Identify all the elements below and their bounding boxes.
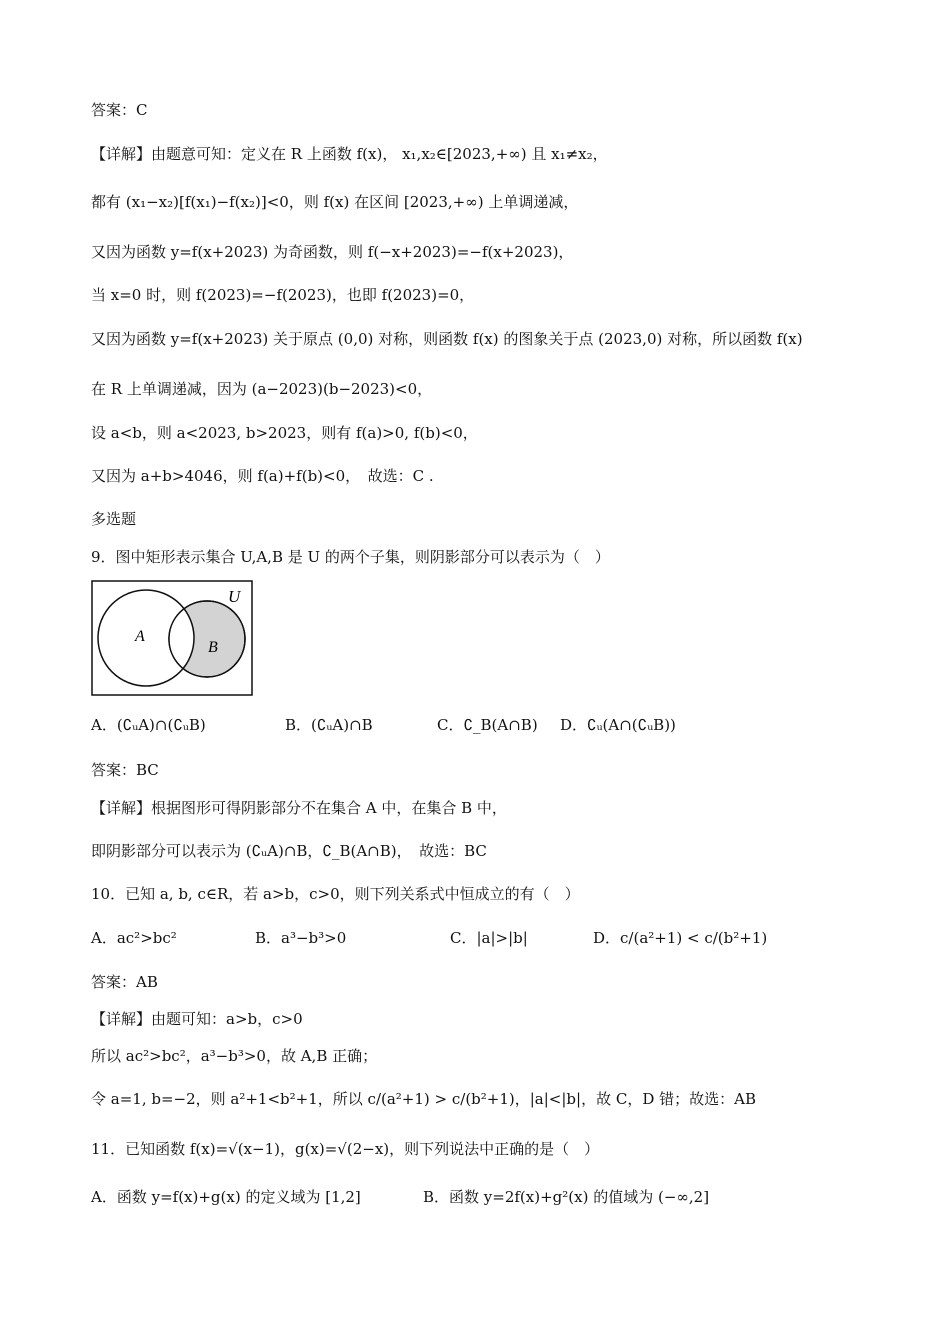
question-11: 11．已知函数 f(x)=√(x−1)，g(x)=√(2−x)，则下列说法中正确的是（ ） — [91, 1140, 600, 1158]
explanation-line: 当 x=0 时，则 f(2023)=−f(2023)，也即 f(2023)=0， — [91, 286, 475, 304]
label-b: B — [208, 639, 218, 656]
explanation-line: 所以 ac²>bc²，a³−b³>0，故 A,B 正确； — [91, 1047, 378, 1065]
explanation-line: 【详解】由题意可知：定义在 R 上函数 f(x)， x₁,x₂∈[2023,+∞) 且 x₁≠x₂， — [91, 145, 608, 163]
label-u: U — [228, 587, 241, 606]
explanation-line: 令 a=1, b=−2，则 a²+1<b²+1，所以 c/(a²+1) > c/(b²+1)，|a|<|b|，故 C，D 错；故选：AB — [91, 1090, 756, 1108]
explanation-line: 又因为函数 y=f(x+2023) 关于原点 (0,0) 对称，则函数 f(x) 的图象关于点 (2023,0) 对称，所以函数 f(x) — [91, 330, 803, 348]
explanation-line: 【详解】根据图形可得阴影部分不在集合 A 中，在集合 B 中， — [91, 799, 507, 817]
q9-option-b: B．(∁ᵤA)∩B — [285, 716, 373, 734]
answer-line: 答案：BC — [91, 761, 159, 779]
answer-line: 答案：C — [91, 101, 148, 119]
explanation-line: 又因为 a+b>4046，则 f(a)+f(b)<0， 故选：C . — [91, 467, 434, 485]
explanation-line: 都有 (x₁−x₂)[f(x₁)−f(x₂)]<0，则 f(x) 在区间 [2023,+∞) 上单调递减， — [91, 193, 579, 211]
section-heading: 多选题 — [91, 510, 137, 528]
q10-option-d: D．c/(a²+1) < c/(b²+1) — [593, 929, 768, 947]
q10-option-c: C．|a|>|b| — [450, 929, 528, 947]
q9-option-a: A．(∁ᵤA)∩(∁ᵤB) — [91, 716, 206, 734]
answer-line: 答案：AB — [91, 973, 158, 991]
q10-option-b: B．a³−b³>0 — [255, 929, 347, 947]
q9-option-d: D．∁ᵤ(A∩(∁ᵤB)) — [560, 716, 676, 734]
venn-diagram — [91, 580, 253, 697]
q11-option-b: B．函数 y=2f(x)+g²(x) 的值域为 (−∞,2] — [423, 1188, 710, 1206]
question-9: 9．图中矩形表示集合 U,A,B 是 U 的两个子集，则阴影部分可以表示为（ ） — [91, 548, 610, 566]
explanation-line: 【详解】由题可知：a>b，c>0 — [91, 1010, 303, 1028]
explanation-line: 在 R 上单调递减，因为 (a−2023)(b−2023)<0， — [91, 380, 433, 398]
question-10: 10．已知 a, b, c∈R，若 a>b，c>0，则下列关系式中恒成立的有（ ） — [91, 885, 580, 903]
explanation-line: 又因为函数 y=f(x+2023) 为奇函数，则 f(−x+2023)=−f(x+2023)， — [91, 243, 574, 261]
explanation-line: 即阴影部分可以表示为 (∁ᵤA)∩B，∁_B(A∩B)， 故选：BC — [91, 842, 487, 860]
q10-option-a: A．ac²>bc² — [91, 929, 177, 947]
explanation-line: 设 a<b，则 a<2023, b>2023，则有 f(a)>0, f(b)<0， — [91, 424, 478, 442]
q11-option-a: A．函数 y=f(x)+g(x) 的定义域为 [1,2] — [91, 1188, 361, 1206]
label-a: A — [135, 628, 145, 645]
q9-option-c: C．∁_B(A∩B) — [437, 716, 538, 734]
